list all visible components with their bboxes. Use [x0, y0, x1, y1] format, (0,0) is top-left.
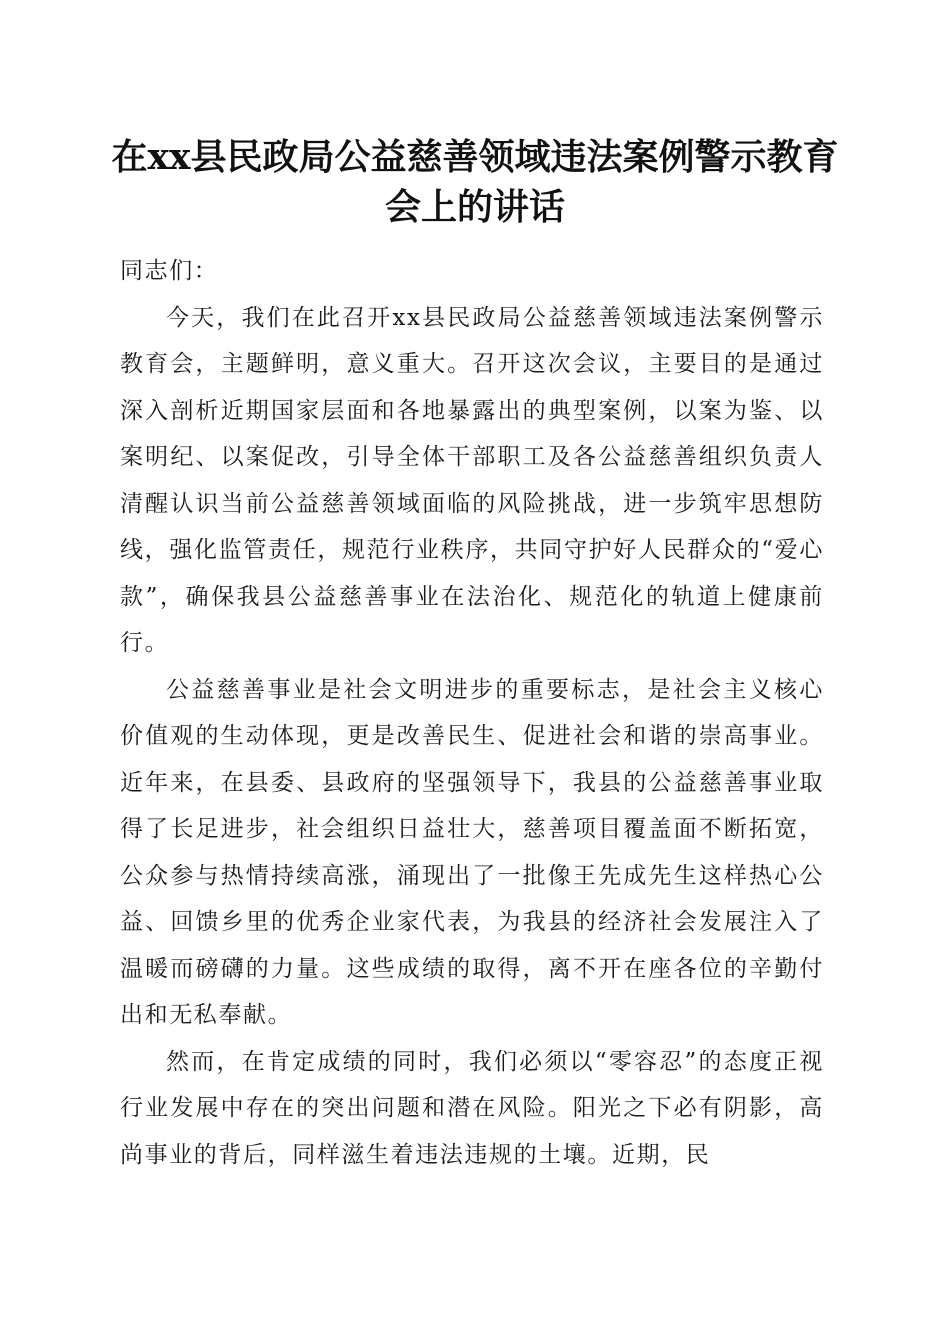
paragraph: 今天，我们在此召开xx县民政局公益慈善领域违法案例警示教育会，主题鲜明，意义重大。召开这次会议，主要目的是通过深入剖析近期国家层面和各地暴露出的典型案例，以案为鉴、以案明纪、以案促改，引导全体干部职工及各公益慈善组织负责人清醒认识当前公益慈善领域面临的风险挑战，进一步筑牢思想防线，强化监管责任，规范行业秩序，共同守护好人民群众的“爱心款”，确保我县公益慈善事业在法治化、规范化的轨道上健康前行。: [120, 304, 824, 656]
document-body: [120, 248, 824, 1178]
document-title: 在xx县民政局公益慈善领域违法案例警示教育会上的讲话: [111, 136, 839, 228]
paragraph: 公益慈善事业是社会文明进步的重要标志，是社会主义核心价值观的生动体现，更是改善民生、促进社会和谐的崇高事业。近年来，在县委、县政府的坚强领导下，我县的公益慈善事业取得了长足进步，社会组织日益壮大，慈善项目覆盖面不断拓宽，公众参与热情持续高涨，涌现出了一批像王先成先生这样热心公益、回馈乡里的优秀企业家代表，为我县的经济社会发展注入了温暖而磅礴的力量。这些成绩的取得，离不开在座各位的辛勤付出和无私奉献。: [120, 676, 824, 1028]
salutation: 同志们：: [120, 258, 219, 284]
paragraph: 然而，在肯定成绩的同时，我们必须以“零容忍”的态度正视行业发展中存在的突出问题和潜在风险。阳光之下必有阴影，高尚事业的背后，同样滋生着违法违规的土壤。近期，民: [120, 1048, 824, 1168]
